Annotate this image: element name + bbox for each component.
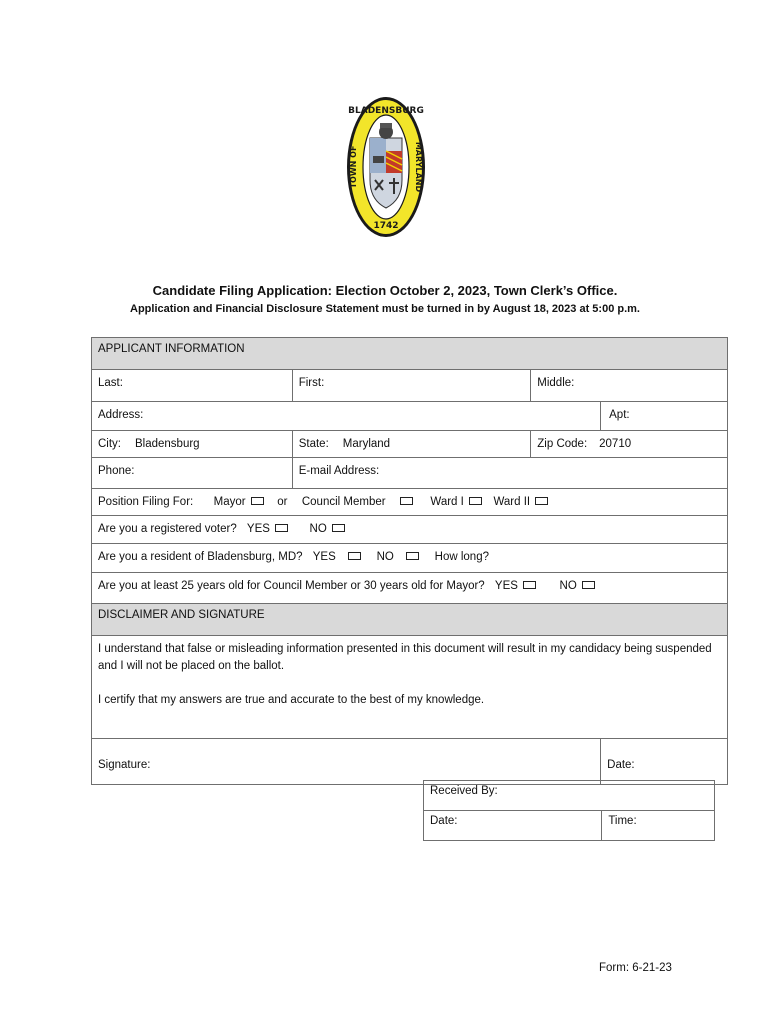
age-no-label: NO [559,580,577,592]
resident-no-checkbox[interactable] [406,552,419,560]
disclaimer-section-header: DISCLAIMER AND SIGNATURE [92,604,728,636]
seal-right-text: MARYLAND [414,141,423,193]
form-code: Form: 6-21-23 [599,962,672,974]
middle-name-label: Middle: [537,377,575,389]
state-value: Maryland [342,438,391,450]
how-long-label: How long? [434,551,489,563]
last-name-field[interactable] [92,370,293,402]
resident-no-label: NO [376,551,394,563]
seal-top-text: BLADENSBURG [348,106,424,116]
middle-name-field[interactable] [531,370,728,402]
or-label: or [277,496,288,508]
mayor-label: Mayor [213,496,246,508]
signature-field[interactable] [92,739,601,785]
received-date-label: Date: [430,815,458,827]
zip-code-value: 20710 [599,438,632,450]
ward-1-checkbox[interactable] [469,497,482,505]
first-name-label: First: [298,377,325,389]
application-form-table [91,337,728,785]
email-field[interactable] [292,458,727,489]
zip-code-field[interactable] [531,431,728,458]
city-label: City: [98,438,121,450]
received-by-label: Received By: [430,785,498,797]
disclaimer-text-block [92,636,728,739]
zip-code-label: Zip Code: [537,438,588,450]
apt-label: Apt: [609,409,630,421]
signature-label: Signature: [98,759,151,771]
mayor-checkbox[interactable] [251,497,264,505]
phone-field[interactable] [92,458,293,489]
age-question: Are you at least 25 years old for Council Member or 30 years old for Mayor? [98,580,485,592]
received-time-label: Time: [608,815,637,827]
seal-left-text: TOWN OF [349,145,358,189]
position-row [92,489,728,516]
office-use-table [423,780,715,841]
resident-yes-label: YES [312,551,336,563]
address-field[interactable] [92,402,601,431]
voter-yes-checkbox[interactable] [275,524,288,532]
applicant-section-header: APPLICANT INFORMATION [92,338,728,370]
apt-field[interactable] [601,402,728,431]
council-member-label: Council Member [301,496,386,508]
state-label: State: [298,438,329,450]
first-name-field[interactable] [292,370,531,402]
ward-1-label: Ward I [430,496,464,508]
council-member-checkbox[interactable] [400,497,413,505]
state-field[interactable] [292,431,531,458]
registered-voter-question: Are you a registered voter? [98,523,237,535]
position-label: Position Filing For: [98,496,194,508]
age-no-checkbox[interactable] [582,581,595,589]
age-row [92,573,728,604]
registered-voter-row [92,516,728,544]
resident-yes-checkbox[interactable] [348,552,361,560]
disclaimer-paragraph: I understand that false or misleading information presented in this document will result in my candidacy being suspended and I will not be placed on the ballot. [98,643,712,672]
city-value: Bladensburg [135,438,200,450]
age-yes-checkbox[interactable] [523,581,536,589]
received-time-field[interactable] [602,811,715,841]
ward-2-label: Ward II [493,496,531,508]
signature-date-label: Date: [607,759,635,771]
email-label: E-mail Address: [298,465,380,477]
last-name-label: Last: [98,377,123,389]
form-subtitle: Application and Financial Disclosure Statement must be turned in by August 18, 2023 at 5:00 p.m. [130,303,640,315]
voter-no-checkbox[interactable] [332,524,345,532]
city-field[interactable] [92,431,293,458]
voter-no-label: NO [309,523,327,535]
received-date-field[interactable] [424,811,602,841]
phone-label: Phone: [98,465,135,477]
resident-row [92,544,728,573]
resident-question: Are you a resident of Bladensburg, MD? [98,551,303,563]
town-seal-logo [346,96,426,238]
seal-year-text: 1742 [373,221,399,231]
address-label: Address: [98,409,144,421]
voter-yes-label: YES [246,523,270,535]
ward-2-checkbox[interactable] [535,497,548,505]
age-yes-label: YES [494,580,518,592]
signature-date-field[interactable] [601,739,728,785]
received-by-field[interactable] [424,781,715,811]
form-title: Candidate Filing Application: Election October 2, 2023, Town Clerk’s Office. [152,283,618,298]
certify-paragraph: I certify that my answers are true and accurate to the best of my knowledge. [98,694,485,706]
